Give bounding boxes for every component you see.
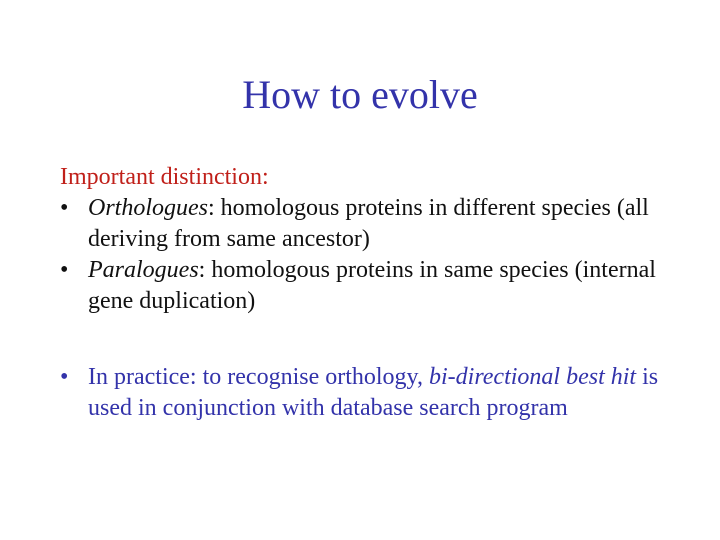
subhead: Important distinction: <box>60 164 269 190</box>
bullet-dot: • <box>60 364 69 390</box>
bullet-paralogues <box>60 255 690 317</box>
bullet-dot: • <box>60 257 69 283</box>
term-orthologues: Orthologues <box>88 195 208 221</box>
definition-paralogues: : homologous proteins in same species (internal gene duplication) <box>88 257 656 314</box>
practice-tail: is used in conjunction with database search program <box>88 364 659 421</box>
term-paralogues: Paralogues <box>88 257 199 283</box>
bullet-practice <box>60 362 690 424</box>
slide-body <box>60 162 690 424</box>
spacer <box>60 317 690 362</box>
practice-lead: In practice: to recognise orthology, <box>88 364 429 390</box>
definition-orthologues: : homologous proteins in different species (all deriving from same ancestor) <box>88 195 649 252</box>
bullet-orthologues <box>60 193 690 255</box>
bullet-dot: • <box>60 195 69 221</box>
practice-emphasis: bi-directional best hit <box>429 364 637 390</box>
slide-title: How to evolve <box>242 72 478 117</box>
